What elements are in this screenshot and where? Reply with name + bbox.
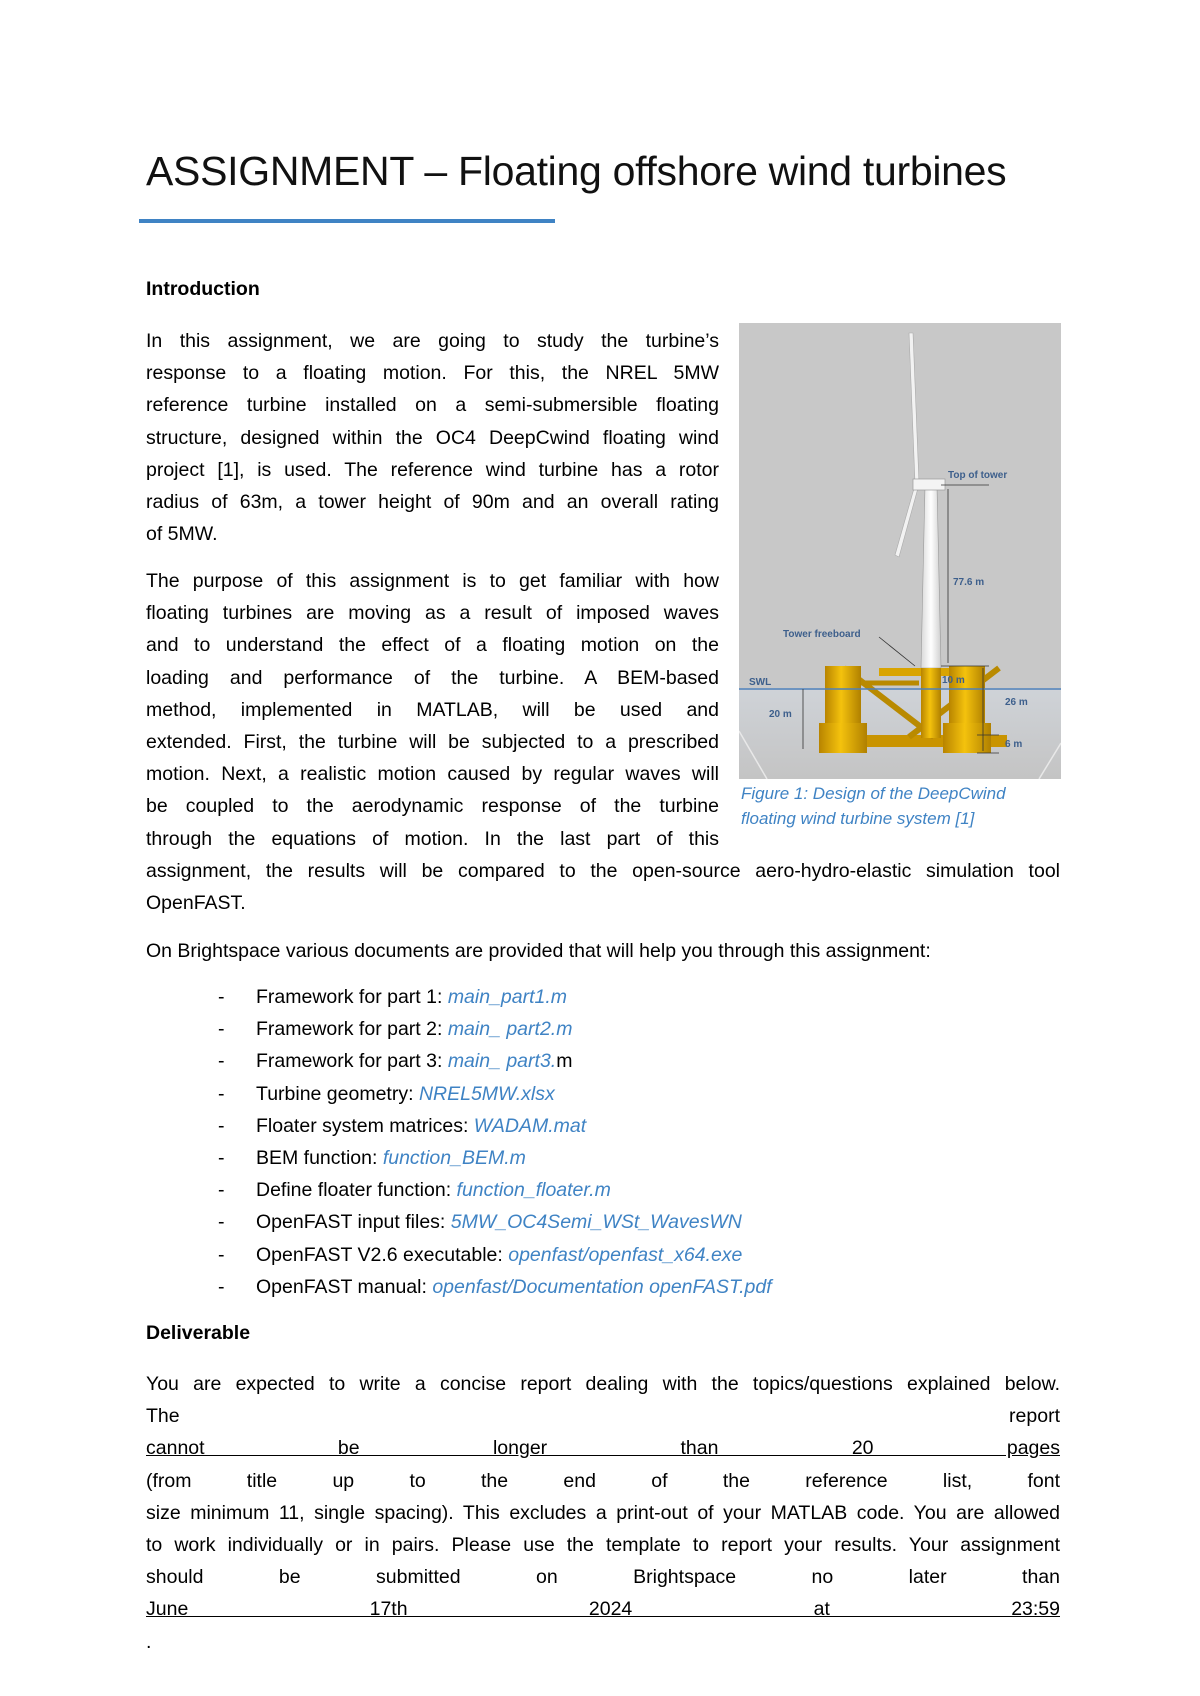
text-run: should be submitted on Brightspace no later than bbox=[146, 1566, 1060, 1589]
list-item-label: OpenFAST V2.6 executable: bbox=[256, 1243, 509, 1266]
file-link[interactable]: openfast/Documentation openFAST.pdf bbox=[432, 1275, 772, 1298]
text-line: of 5MW. bbox=[146, 523, 218, 546]
label-tower-freeboard: Tower freeboard bbox=[783, 629, 861, 640]
text-line: and to understand the effect of a floating motion on the bbox=[146, 634, 719, 657]
file-suffix: m bbox=[556, 1050, 573, 1073]
file-link[interactable]: 5MW_OC4Semi_WSt_WavesWN bbox=[450, 1211, 742, 1234]
text-line: size minimum 11, single spacing). This excludes a print-out of your MATLAB code. You are allowed bbox=[146, 1501, 1060, 1524]
text-run: . bbox=[146, 1630, 152, 1653]
label-swl: SWL bbox=[749, 677, 772, 688]
text-line: through the equations of motion. In the last part of this bbox=[146, 827, 719, 850]
title-underline bbox=[139, 219, 555, 223]
list-item-label: Define floater function: bbox=[256, 1179, 457, 1202]
list-item-label: OpenFAST input files: bbox=[256, 1211, 451, 1234]
list-item-label: Framework for part 2: bbox=[256, 1018, 448, 1041]
list-item-label: Floater system matrices: bbox=[256, 1114, 474, 1137]
list-item-label: Framework for part 3: bbox=[256, 1050, 448, 1073]
documents-list bbox=[218, 981, 772, 1303]
text-line: project [1], is used. The reference wind turbine has a rotor bbox=[146, 458, 719, 481]
file-link[interactable]: NREL5MW.xlsx bbox=[418, 1082, 555, 1105]
list-dash: - bbox=[218, 1050, 225, 1073]
text-line: loading and performance of the turbine. A BEM-based bbox=[146, 666, 719, 689]
text-line: reference turbine installed on a semi-submersible floating bbox=[146, 394, 719, 417]
nacelle bbox=[913, 479, 945, 490]
label-20m: 20 m bbox=[769, 709, 792, 720]
list-item bbox=[218, 1045, 772, 1077]
list-item-label: Turbine geometry: bbox=[256, 1082, 419, 1105]
label-26m: 26 m bbox=[1005, 697, 1028, 708]
text-line: structure, designed within the OC4 DeepCwind floating wind bbox=[146, 426, 719, 449]
list-dash: - bbox=[218, 1243, 225, 1266]
list-dash: - bbox=[218, 1018, 225, 1041]
list-item bbox=[218, 1110, 772, 1142]
text-run: (from title up to the end of the reference list, font bbox=[146, 1469, 1060, 1492]
list-item-label: OpenFAST manual: bbox=[256, 1275, 433, 1298]
text-line: The purpose of this assignment is to get familiar with how bbox=[146, 570, 719, 592]
file-link[interactable]: function_floater.m bbox=[456, 1179, 611, 1202]
file-link[interactable]: WADAM.mat bbox=[473, 1114, 587, 1137]
text-line: floating turbines are moving as a result of imposed waves bbox=[146, 602, 719, 625]
deliverable-paragraph bbox=[146, 1368, 1060, 1658]
text-line: be coupled to the aerodynamic response of the turbine bbox=[146, 795, 719, 818]
list-item bbox=[218, 1206, 772, 1238]
text-line: extended. First, the turbine will be subjected to a prescribed bbox=[146, 731, 719, 754]
file-link[interactable]: function_BEM.m bbox=[382, 1147, 526, 1170]
text-line: method, implemented in MATLAB, will be used and bbox=[146, 698, 719, 721]
list-item-label: Framework for part 1: bbox=[256, 986, 448, 1008]
intro-paragraph-1 bbox=[146, 325, 719, 550]
text-line: radius of 63m, a tower height of 90m and an overall rating bbox=[146, 491, 719, 514]
list-dash: - bbox=[218, 986, 225, 1008]
label-10m: 10 m bbox=[942, 675, 965, 686]
page-limit-underlined: cannot be longer than 20 pages bbox=[146, 1437, 1060, 1460]
list-item bbox=[218, 1013, 772, 1045]
list-item bbox=[218, 1174, 772, 1206]
deepcwind-figure bbox=[739, 323, 1061, 779]
caption-line: Figure 1: Design of the DeepCwind bbox=[741, 784, 1006, 803]
file-link[interactable]: openfast/openfast_x64.exe bbox=[508, 1243, 743, 1266]
list-item-label: BEM function: bbox=[256, 1147, 383, 1170]
text-line bbox=[146, 1400, 1060, 1497]
file-link[interactable]: main_ part3. bbox=[447, 1050, 557, 1073]
list-item bbox=[218, 1142, 772, 1174]
intro-paragraph-2-continued bbox=[146, 855, 1060, 919]
intro-paragraph-2 bbox=[146, 565, 719, 855]
deadline-underlined: June 17th 2024 at 23:59 bbox=[146, 1598, 1060, 1621]
text-line: You are expected to write a concise report dealing with the topics/questions explained below. bbox=[146, 1373, 1060, 1395]
list-dash: - bbox=[218, 1211, 225, 1234]
text-line: assignment, the results will be compared to the open-source aero-hydro-elastic simulation tool bbox=[146, 860, 1060, 882]
text-line bbox=[146, 1561, 1060, 1658]
file-link[interactable]: main_part1.m bbox=[447, 986, 568, 1008]
list-dash: - bbox=[218, 1114, 225, 1137]
label-77-6m: 77.6 m bbox=[953, 577, 985, 588]
label-6m: 6 m bbox=[1005, 739, 1023, 750]
list-item bbox=[218, 1078, 772, 1110]
text-run: The report bbox=[146, 1405, 1060, 1428]
list-dash: - bbox=[218, 1179, 225, 1202]
deliverable-heading: Deliverable bbox=[146, 1322, 251, 1344]
documents-intro: On Brightspace various documents are provided that will help you through this assignment: bbox=[146, 940, 931, 962]
label-top-of-tower: Top of tower bbox=[948, 470, 1008, 481]
text-line: response to a floating motion. For this, the NREL 5MW bbox=[146, 362, 719, 385]
list-dash: - bbox=[218, 1275, 225, 1298]
caption-line: floating wind turbine system [1] bbox=[741, 809, 975, 828]
figure-caption bbox=[741, 781, 1071, 831]
list-dash: - bbox=[218, 1147, 225, 1170]
list-item bbox=[218, 1271, 772, 1303]
text-line: to work individually or in pairs. Please use the template to report your results. Your assignment bbox=[146, 1534, 1060, 1557]
main-column bbox=[921, 668, 941, 738]
text-line: motion. Next, a realistic motion caused by regular waves will bbox=[146, 763, 719, 786]
page-title: ASSIGNMENT – Floating offshore wind turbines bbox=[146, 148, 1007, 194]
list-item bbox=[218, 1239, 772, 1271]
list-item bbox=[218, 981, 772, 1013]
file-link[interactable]: main_ part2.m bbox=[447, 1018, 573, 1041]
introduction-heading: Introduction bbox=[146, 278, 260, 300]
turbine-illustration bbox=[739, 323, 1061, 779]
list-dash: - bbox=[218, 1082, 225, 1105]
text-line: In this assignment, we are going to study the turbine’s bbox=[146, 330, 719, 352]
text-line: OpenFAST. bbox=[146, 892, 246, 915]
